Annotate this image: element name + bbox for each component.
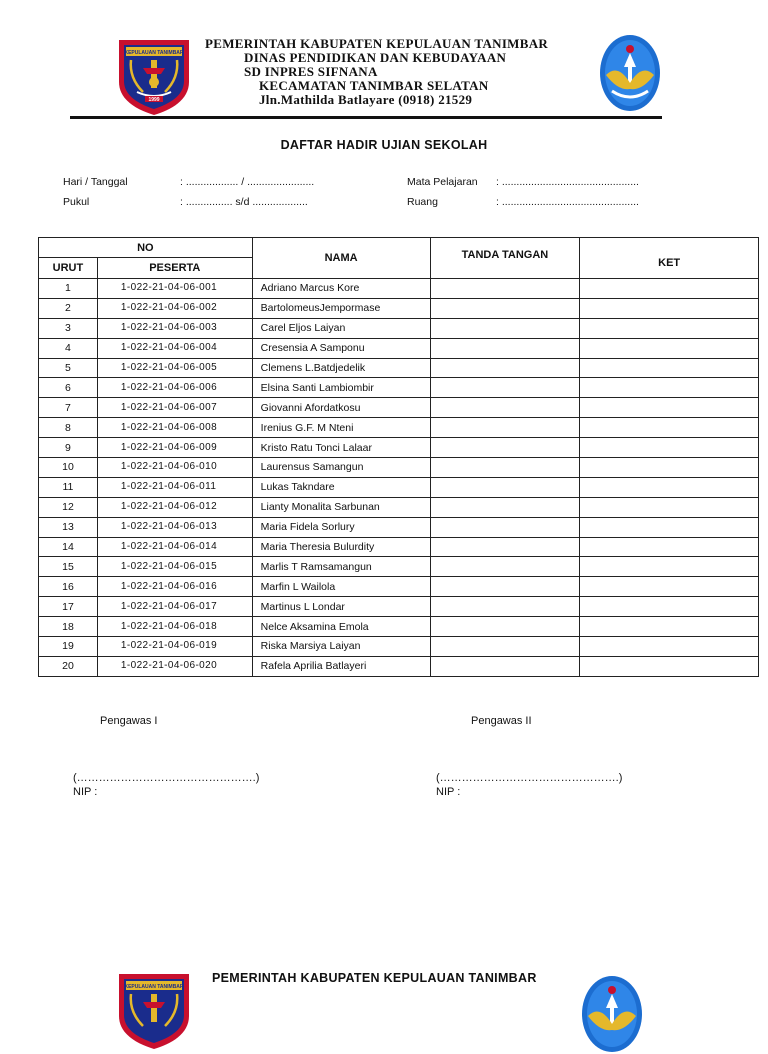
row-nama: Clemens L.Batdjedelik <box>252 358 430 378</box>
pengawas-1-signature-line: (………………………………………….) <box>73 772 260 784</box>
row-nama: Marfin L Wailola <box>252 577 430 597</box>
row-ket <box>580 617 759 637</box>
pukul-label: Pukul <box>63 196 90 208</box>
pengawas-2-label: Pengawas II <box>471 715 532 727</box>
header-divider <box>70 116 662 119</box>
row-urut: 17 <box>39 597 98 617</box>
row-tanda-tangan <box>430 557 580 577</box>
row-tanda-tangan <box>430 577 580 597</box>
row-ket <box>580 597 759 617</box>
row-ket <box>580 656 759 676</box>
header-urut: URUT <box>39 258 98 279</box>
row-ket <box>580 577 759 597</box>
row-peserta: 1-022-21-04-06-005 <box>97 358 252 378</box>
table-row <box>39 617 759 637</box>
row-nama: Cresensia A Samponu <box>252 338 430 358</box>
row-nama: Carel Eljos Laiyan <box>252 318 430 338</box>
header-line-2: DINAS PENDIDIKAN DAN KEBUDAYAAN <box>244 50 507 65</box>
row-nama: Irenius G.F. M Nteni <box>252 418 430 438</box>
row-nama: Lianty Monalita Sarbunan <box>252 497 430 517</box>
row-peserta: 1-022-21-04-06-013 <box>97 517 252 537</box>
table-row <box>39 438 759 458</box>
row-nama: Marlis T Ramsamangun <box>252 557 430 577</box>
row-ket <box>580 338 759 358</box>
header-tanda-tangan: TANDA TANGAN <box>430 238 580 279</box>
table-row <box>39 338 759 358</box>
row-peserta: 1-022-21-04-06-014 <box>97 537 252 557</box>
row-tanda-tangan <box>430 656 580 676</box>
row-urut: 14 <box>39 537 98 557</box>
regency-logo-footer <box>117 972 191 1050</box>
row-nama: Martinus L Londar <box>252 597 430 617</box>
row-urut: 20 <box>39 656 98 676</box>
row-peserta: 1-022-21-04-06-008 <box>97 418 252 438</box>
header-line-4: KECAMATAN TANIMBAR SELATAN <box>259 78 489 93</box>
table-row <box>39 398 759 418</box>
header-no: NO <box>39 238 253 258</box>
row-nama: Maria Theresia Bulurdity <box>252 537 430 557</box>
row-urut: 4 <box>39 338 98 358</box>
pengawas-1-nip: NIP : <box>73 786 98 798</box>
row-peserta: 1-022-21-04-06-009 <box>97 438 252 458</box>
row-peserta: 1-022-21-04-06-007 <box>97 398 252 418</box>
row-ket <box>580 637 759 657</box>
row-tanda-tangan <box>430 637 580 657</box>
pengawas-2-signature-line: (………………………………………….) <box>436 772 623 784</box>
row-nama: Laurensus Samangun <box>252 458 430 478</box>
table-row <box>39 378 759 398</box>
row-urut: 6 <box>39 378 98 398</box>
table-row <box>39 497 759 517</box>
row-urut: 8 <box>39 418 98 438</box>
table-row <box>39 597 759 617</box>
row-nama: Giovanni Afordatkosu <box>252 398 430 418</box>
logo-footer-text: KEPULAUAN TANIMBAR <box>124 984 184 990</box>
table-row <box>39 477 759 497</box>
header-line-3: SD INPRES SIFNANA <box>244 64 378 79</box>
table-row <box>39 418 759 438</box>
row-urut: 2 <box>39 298 98 318</box>
tut-wuri-handayani-logo <box>598 33 662 113</box>
table-row <box>39 318 759 338</box>
row-urut: 1 <box>39 279 98 299</box>
attendance-table <box>38 237 759 677</box>
row-urut: 9 <box>39 438 98 458</box>
row-ket <box>580 378 759 398</box>
table-row <box>39 537 759 557</box>
row-ket <box>580 358 759 378</box>
row-peserta: 1-022-21-04-06-002 <box>97 298 252 318</box>
row-urut: 18 <box>39 617 98 637</box>
table-row <box>39 458 759 478</box>
header-peserta: PESERTA <box>97 258 252 279</box>
row-peserta: 1-022-21-04-06-004 <box>97 338 252 358</box>
tut-wuri-handayani-logo-footer <box>580 974 644 1054</box>
row-urut: 15 <box>39 557 98 577</box>
row-tanda-tangan <box>430 378 580 398</box>
row-peserta: 1-022-21-04-06-011 <box>97 477 252 497</box>
row-peserta: 1-022-21-04-06-015 <box>97 557 252 577</box>
row-peserta: 1-022-21-04-06-019 <box>97 637 252 657</box>
pengawas-2-nip: NIP : <box>436 786 461 798</box>
row-tanda-tangan <box>430 458 580 478</box>
row-urut: 10 <box>39 458 98 478</box>
row-ket <box>580 458 759 478</box>
footer-header-line-1: PEMERINTAH KABUPATEN KEPULAUAN TANIMBAR <box>212 971 537 985</box>
row-tanda-tangan <box>430 477 580 497</box>
row-tanda-tangan <box>430 418 580 438</box>
row-urut: 7 <box>39 398 98 418</box>
row-nama: BartolomeusJempormase <box>252 298 430 318</box>
row-nama: Lukas Takndare <box>252 477 430 497</box>
row-tanda-tangan <box>430 597 580 617</box>
row-tanda-tangan <box>430 517 580 537</box>
table-row <box>39 517 759 537</box>
row-tanda-tangan <box>430 497 580 517</box>
mapel-label: Mata Pelajaran <box>407 176 478 188</box>
row-tanda-tangan <box>430 398 580 418</box>
row-urut: 16 <box>39 577 98 597</box>
table-row <box>39 577 759 597</box>
hari-label: Hari / Tanggal <box>63 176 128 188</box>
regency-logo <box>117 38 191 116</box>
row-ket <box>580 418 759 438</box>
row-urut: 13 <box>39 517 98 537</box>
table-row <box>39 358 759 378</box>
row-ket <box>580 398 759 418</box>
row-peserta: 1-022-21-04-06-018 <box>97 617 252 637</box>
row-nama: Nelce Aksamina Emola <box>252 617 430 637</box>
row-tanda-tangan <box>430 279 580 299</box>
row-urut: 19 <box>39 637 98 657</box>
table-row <box>39 298 759 318</box>
row-ket <box>580 438 759 458</box>
header-ket: KET <box>580 238 759 279</box>
logo-left-text: KEPULAUAN TANIMBAR <box>124 50 184 56</box>
row-urut: 5 <box>39 358 98 378</box>
row-tanda-tangan <box>430 537 580 557</box>
row-peserta: 1-022-21-04-06-001 <box>97 279 252 299</box>
row-peserta: 1-022-21-04-06-020 <box>97 656 252 676</box>
hari-value: : .................. / ....................... <box>180 176 315 188</box>
row-ket <box>580 497 759 517</box>
row-urut: 11 <box>39 477 98 497</box>
table-row <box>39 557 759 577</box>
row-nama: Kristo Ratu Tonci Lalaar <box>252 438 430 458</box>
row-peserta: 1-022-21-04-06-012 <box>97 497 252 517</box>
row-urut: 3 <box>39 318 98 338</box>
row-tanda-tangan <box>430 338 580 358</box>
row-nama: Elsina Santi Lambiombir <box>252 378 430 398</box>
row-ket <box>580 517 759 537</box>
logo-left-year: 1999 <box>148 97 160 103</box>
row-ket <box>580 537 759 557</box>
row-nama: Rafela Aprilia Batlayeri <box>252 656 430 676</box>
row-tanda-tangan <box>430 358 580 378</box>
row-nama: Maria Fidela Sorlury <box>252 517 430 537</box>
row-tanda-tangan <box>430 318 580 338</box>
pukul-value: : ................ s/d ................... <box>180 196 308 208</box>
row-nama: Riska Marsiya Laiyan <box>252 637 430 657</box>
row-tanda-tangan <box>430 298 580 318</box>
row-tanda-tangan <box>430 438 580 458</box>
ruang-value: : ............................................... <box>496 196 639 208</box>
row-urut: 12 <box>39 497 98 517</box>
row-ket <box>580 477 759 497</box>
row-nama: Adriano Marcus Kore <box>252 279 430 299</box>
row-peserta: 1-022-21-04-06-003 <box>97 318 252 338</box>
table-row <box>39 637 759 657</box>
row-ket <box>580 557 759 577</box>
ruang-label: Ruang <box>407 196 438 208</box>
header-line-1: PEMERINTAH KABUPATEN KEPULAUAN TANIMBAR <box>205 36 549 51</box>
row-tanda-tangan <box>430 617 580 637</box>
row-ket <box>580 318 759 338</box>
row-peserta: 1-022-21-04-06-010 <box>97 458 252 478</box>
row-ket <box>580 279 759 299</box>
row-peserta: 1-022-21-04-06-017 <box>97 597 252 617</box>
page-title: DAFTAR HADIR UJIAN SEKOLAH <box>280 138 488 152</box>
mapel-value: : ............................................... <box>496 176 639 188</box>
pengawas-1-label: Pengawas I <box>100 715 158 727</box>
table-row <box>39 656 759 676</box>
row-ket <box>580 298 759 318</box>
header-nama: NAMA <box>252 238 430 279</box>
header-line-5: Jln.Mathilda Batlayare (0918) 21529 <box>259 92 473 107</box>
row-peserta: 1-022-21-04-06-016 <box>97 577 252 597</box>
table-row <box>39 279 759 299</box>
row-peserta: 1-022-21-04-06-006 <box>97 378 252 398</box>
